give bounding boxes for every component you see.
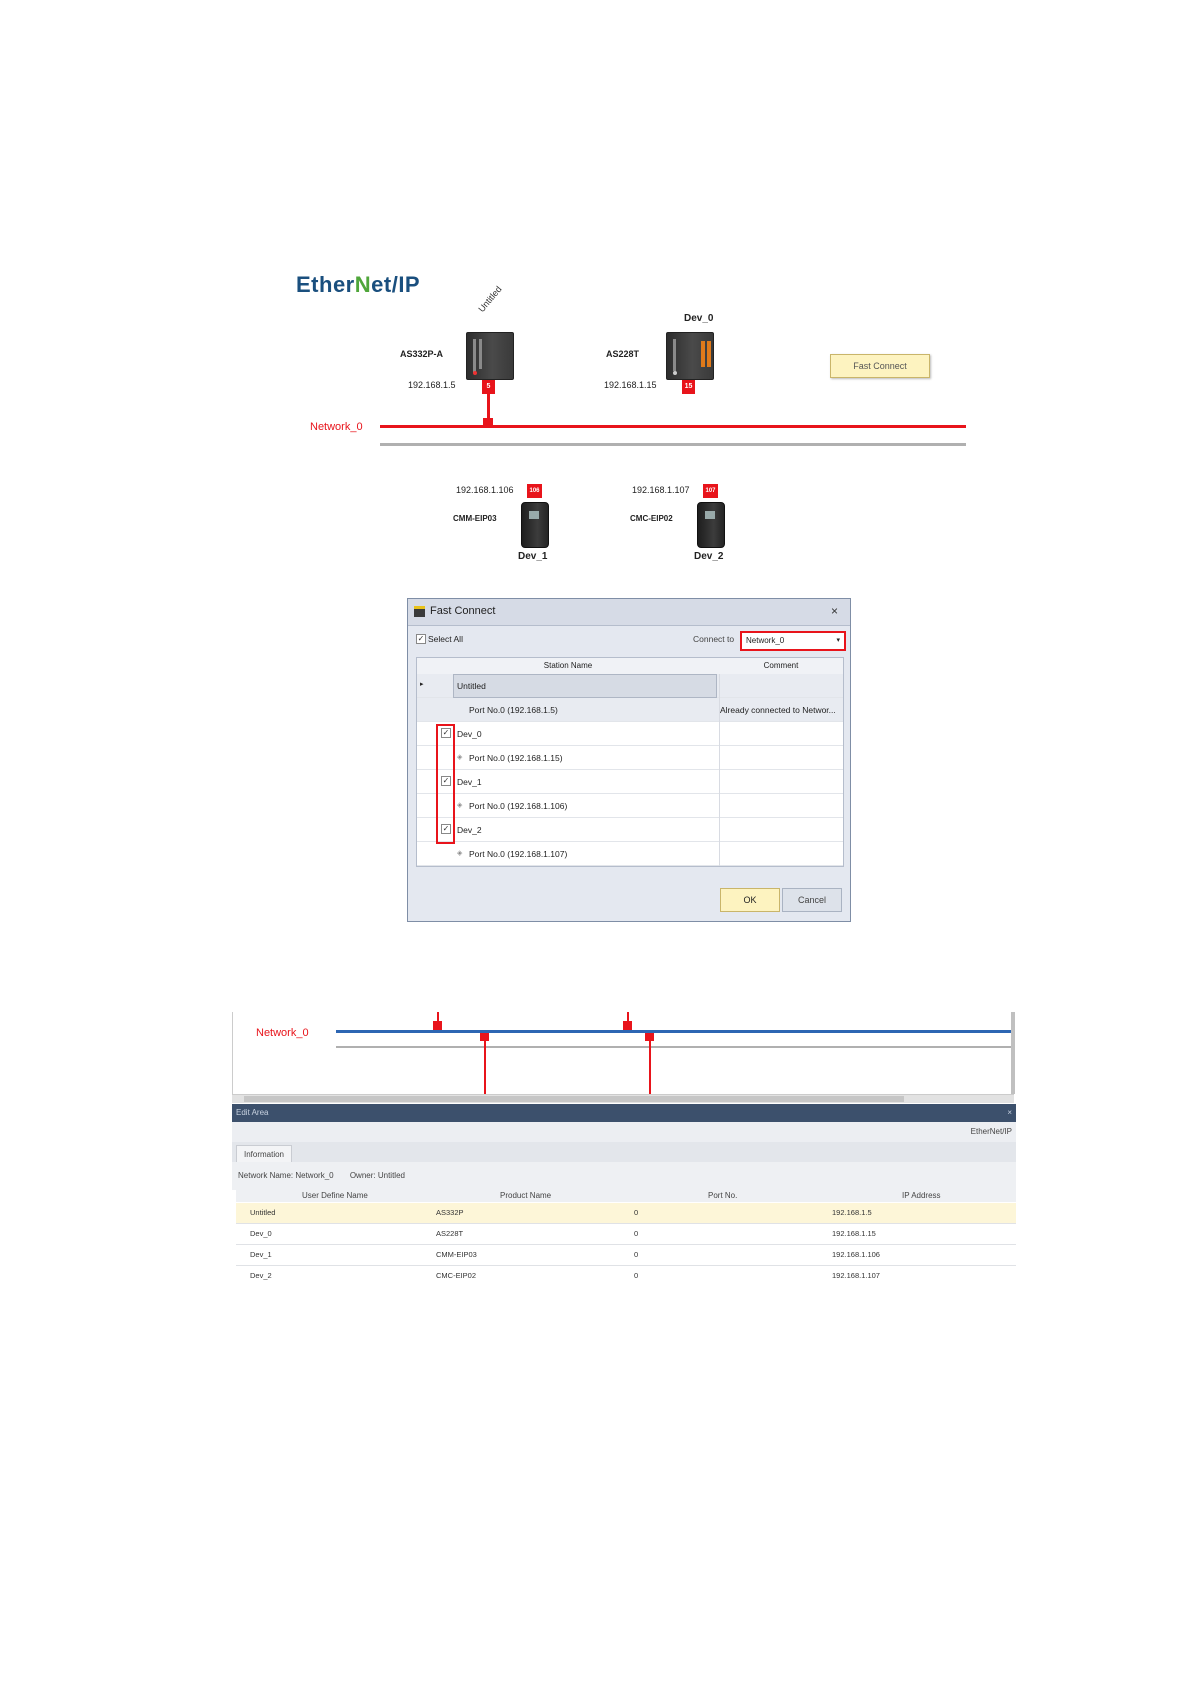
connect-to-value: Network_0 bbox=[746, 636, 785, 645]
port-row-dev2 bbox=[417, 842, 843, 866]
network-edit-panel bbox=[232, 1012, 1016, 1284]
cell-product: CMM-EIP03 bbox=[436, 1250, 477, 1259]
device-model-as332p: AS332P-A bbox=[400, 349, 444, 359]
device-name-dev1: Dev_1 bbox=[518, 551, 548, 562]
logo-text-left: Ether bbox=[296, 272, 355, 297]
connect-to-select[interactable] bbox=[740, 631, 846, 651]
col-station-name: Station Name bbox=[417, 658, 719, 675]
col-port-no: Port No. bbox=[708, 1191, 738, 1200]
close-icon[interactable]: × bbox=[830, 604, 838, 618]
select-all-checkbox[interactable]: ✓ bbox=[417, 634, 425, 643]
station-row-untitled[interactable] bbox=[417, 674, 843, 698]
plc-as228t-icon[interactable] bbox=[666, 332, 714, 380]
network-label: Network_0 bbox=[310, 421, 363, 433]
expand-arrow-icon[interactable]: ▸ bbox=[420, 681, 424, 688]
cell-product: AS228T bbox=[436, 1229, 464, 1238]
device-ip-untitled: 192.168.1.5 bbox=[408, 380, 456, 390]
station-checkbox-dev0[interactable]: ✓ bbox=[442, 728, 450, 737]
junction-marker-4[interactable] bbox=[645, 1033, 654, 1041]
edit-area-title: Edit Area bbox=[236, 1108, 269, 1117]
panel-network-label: Network_0 bbox=[256, 1027, 309, 1039]
port-name: Port No.0 (192.168.1.15) bbox=[469, 753, 563, 763]
port-name: Port No.0 (192.168.1.107) bbox=[469, 849, 568, 859]
cell-user: Dev_2 bbox=[250, 1271, 272, 1280]
horizontal-scrollbar[interactable] bbox=[232, 1094, 1014, 1103]
fast-connect-icon bbox=[414, 606, 425, 617]
chevron-down-icon: ▾ bbox=[836, 637, 840, 644]
dialog-title: Fast Connect bbox=[430, 605, 496, 617]
port-bullet-icon: ◈ bbox=[457, 802, 463, 809]
tab-ethernetip[interactable]: EtherNet/IP bbox=[970, 1127, 1012, 1136]
cell-ip: 192.168.1.106 bbox=[832, 1250, 880, 1259]
cancel-button[interactable]: Cancel bbox=[782, 888, 842, 912]
cell-port: 0 bbox=[634, 1271, 639, 1280]
cell-user: Dev_1 bbox=[250, 1250, 272, 1259]
table-row[interactable] bbox=[236, 1203, 1016, 1224]
tab-information[interactable]: Information bbox=[236, 1145, 292, 1163]
device-ip-dev2: 192.168.1.107 bbox=[632, 485, 690, 495]
station-row-dev0[interactable] bbox=[417, 722, 843, 746]
fast-connect-dialog bbox=[407, 598, 851, 922]
port-badge-dev0[interactable]: 15 bbox=[682, 380, 695, 394]
col-product-name: Product Name bbox=[500, 1191, 552, 1200]
checkbox-highlight-box bbox=[436, 724, 455, 844]
station-name: Untitled bbox=[457, 681, 486, 691]
close-icon[interactable]: × bbox=[1007, 1108, 1012, 1117]
station-grid bbox=[416, 657, 844, 867]
logo-text-right: et/IP bbox=[371, 272, 421, 297]
port-bullet-icon: ◈ bbox=[457, 754, 463, 761]
dialog-title-bar bbox=[408, 599, 850, 626]
device-name-untitled: Untitled bbox=[476, 284, 504, 314]
port-row-dev0 bbox=[417, 746, 843, 770]
scrollbar-thumb[interactable] bbox=[244, 1096, 904, 1102]
station-checkbox-dev2[interactable]: ✓ bbox=[442, 824, 450, 833]
port-badge-dev2[interactable]: 107 bbox=[703, 484, 718, 498]
drive-dev2-icon[interactable] bbox=[697, 502, 725, 548]
port-comment: Already connected to Networ... bbox=[720, 705, 836, 715]
table-row[interactable] bbox=[236, 1266, 1016, 1284]
cell-user: Dev_0 bbox=[250, 1229, 272, 1238]
drive-dev1-icon[interactable] bbox=[521, 502, 549, 548]
device-model-cmm-eip03: CMM-EIP03 bbox=[453, 514, 497, 523]
port-badge-untitled[interactable]: 5 bbox=[482, 380, 495, 394]
select-all-label: Select All bbox=[428, 634, 463, 644]
station-name: Dev_0 bbox=[457, 729, 482, 739]
fast-connect-button[interactable]: Fast Connect bbox=[830, 354, 930, 378]
device-name-dev2: Dev_2 bbox=[694, 551, 724, 562]
info-tab-strip bbox=[232, 1142, 1016, 1162]
ok-button[interactable]: OK bbox=[720, 888, 780, 912]
junction-marker-1[interactable] bbox=[433, 1021, 442, 1030]
col-user-define-name: User Define Name bbox=[302, 1191, 368, 1200]
station-name: Dev_1 bbox=[457, 777, 482, 787]
port-bullet-icon: ◈ bbox=[457, 850, 463, 857]
cell-port: 0 bbox=[634, 1208, 639, 1217]
col-comment: Comment bbox=[719, 658, 843, 675]
port-name: Port No.0 (192.168.1.106) bbox=[469, 801, 568, 811]
column-divider bbox=[719, 674, 720, 866]
port-name: Port No.0 (192.168.1.5) bbox=[469, 705, 558, 715]
network-line-secondary bbox=[380, 443, 966, 446]
station-checkbox-dev1[interactable]: ✓ bbox=[442, 776, 450, 785]
device-model-as228t: AS228T bbox=[606, 349, 640, 359]
cell-ip: 192.168.1.107 bbox=[832, 1271, 880, 1280]
device-ip-dev1: 192.168.1.106 bbox=[456, 485, 514, 495]
logo-text-n: N bbox=[354, 272, 372, 297]
cell-port: 0 bbox=[634, 1250, 639, 1259]
cell-product: AS332P bbox=[436, 1208, 464, 1217]
panel-network-line-secondary bbox=[336, 1046, 1014, 1048]
port-row-dev1 bbox=[417, 794, 843, 818]
port-badge-dev1[interactable]: 106 bbox=[527, 484, 542, 498]
device-model-cmc-eip02: CMC-EIP02 bbox=[630, 514, 673, 523]
station-row-dev1[interactable] bbox=[417, 770, 843, 794]
network-line[interactable] bbox=[380, 425, 966, 428]
table-row[interactable] bbox=[236, 1224, 1016, 1245]
cell-user: Untitled bbox=[250, 1208, 276, 1217]
cell-ip: 192.168.1.5 bbox=[832, 1208, 872, 1217]
edit-area-tabs bbox=[232, 1122, 1016, 1142]
panel-network-line[interactable] bbox=[336, 1030, 1014, 1033]
edit-area-bar bbox=[232, 1104, 1016, 1122]
network-name-text: Network Name: Network_0 bbox=[238, 1171, 334, 1180]
cell-port: 0 bbox=[634, 1229, 639, 1238]
table-row[interactable] bbox=[236, 1245, 1016, 1266]
port-row-untitled bbox=[417, 698, 843, 722]
station-name: Dev_2 bbox=[457, 825, 482, 835]
ethernetip-logo bbox=[296, 272, 420, 298]
network-info-bar bbox=[232, 1162, 1016, 1190]
vertical-scrollbar[interactable] bbox=[1011, 1012, 1015, 1094]
col-ip-address: IP Address bbox=[902, 1191, 941, 1200]
cell-product: CMC-EIP02 bbox=[436, 1271, 477, 1280]
junction-marker-3[interactable] bbox=[480, 1033, 489, 1041]
owner-text: Owner: Untitled bbox=[349, 1171, 405, 1180]
junction-marker-2[interactable] bbox=[623, 1021, 632, 1030]
plc-as332p-icon[interactable] bbox=[466, 332, 514, 380]
device-table-header bbox=[236, 1190, 1016, 1202]
device-name-dev0: Dev_0 bbox=[684, 313, 714, 324]
cell-ip: 192.168.1.15 bbox=[832, 1229, 876, 1238]
device-ip-dev0: 192.168.1.15 bbox=[604, 380, 657, 390]
station-row-dev2[interactable] bbox=[417, 818, 843, 842]
connect-to-label: Connect to bbox=[693, 634, 735, 644]
